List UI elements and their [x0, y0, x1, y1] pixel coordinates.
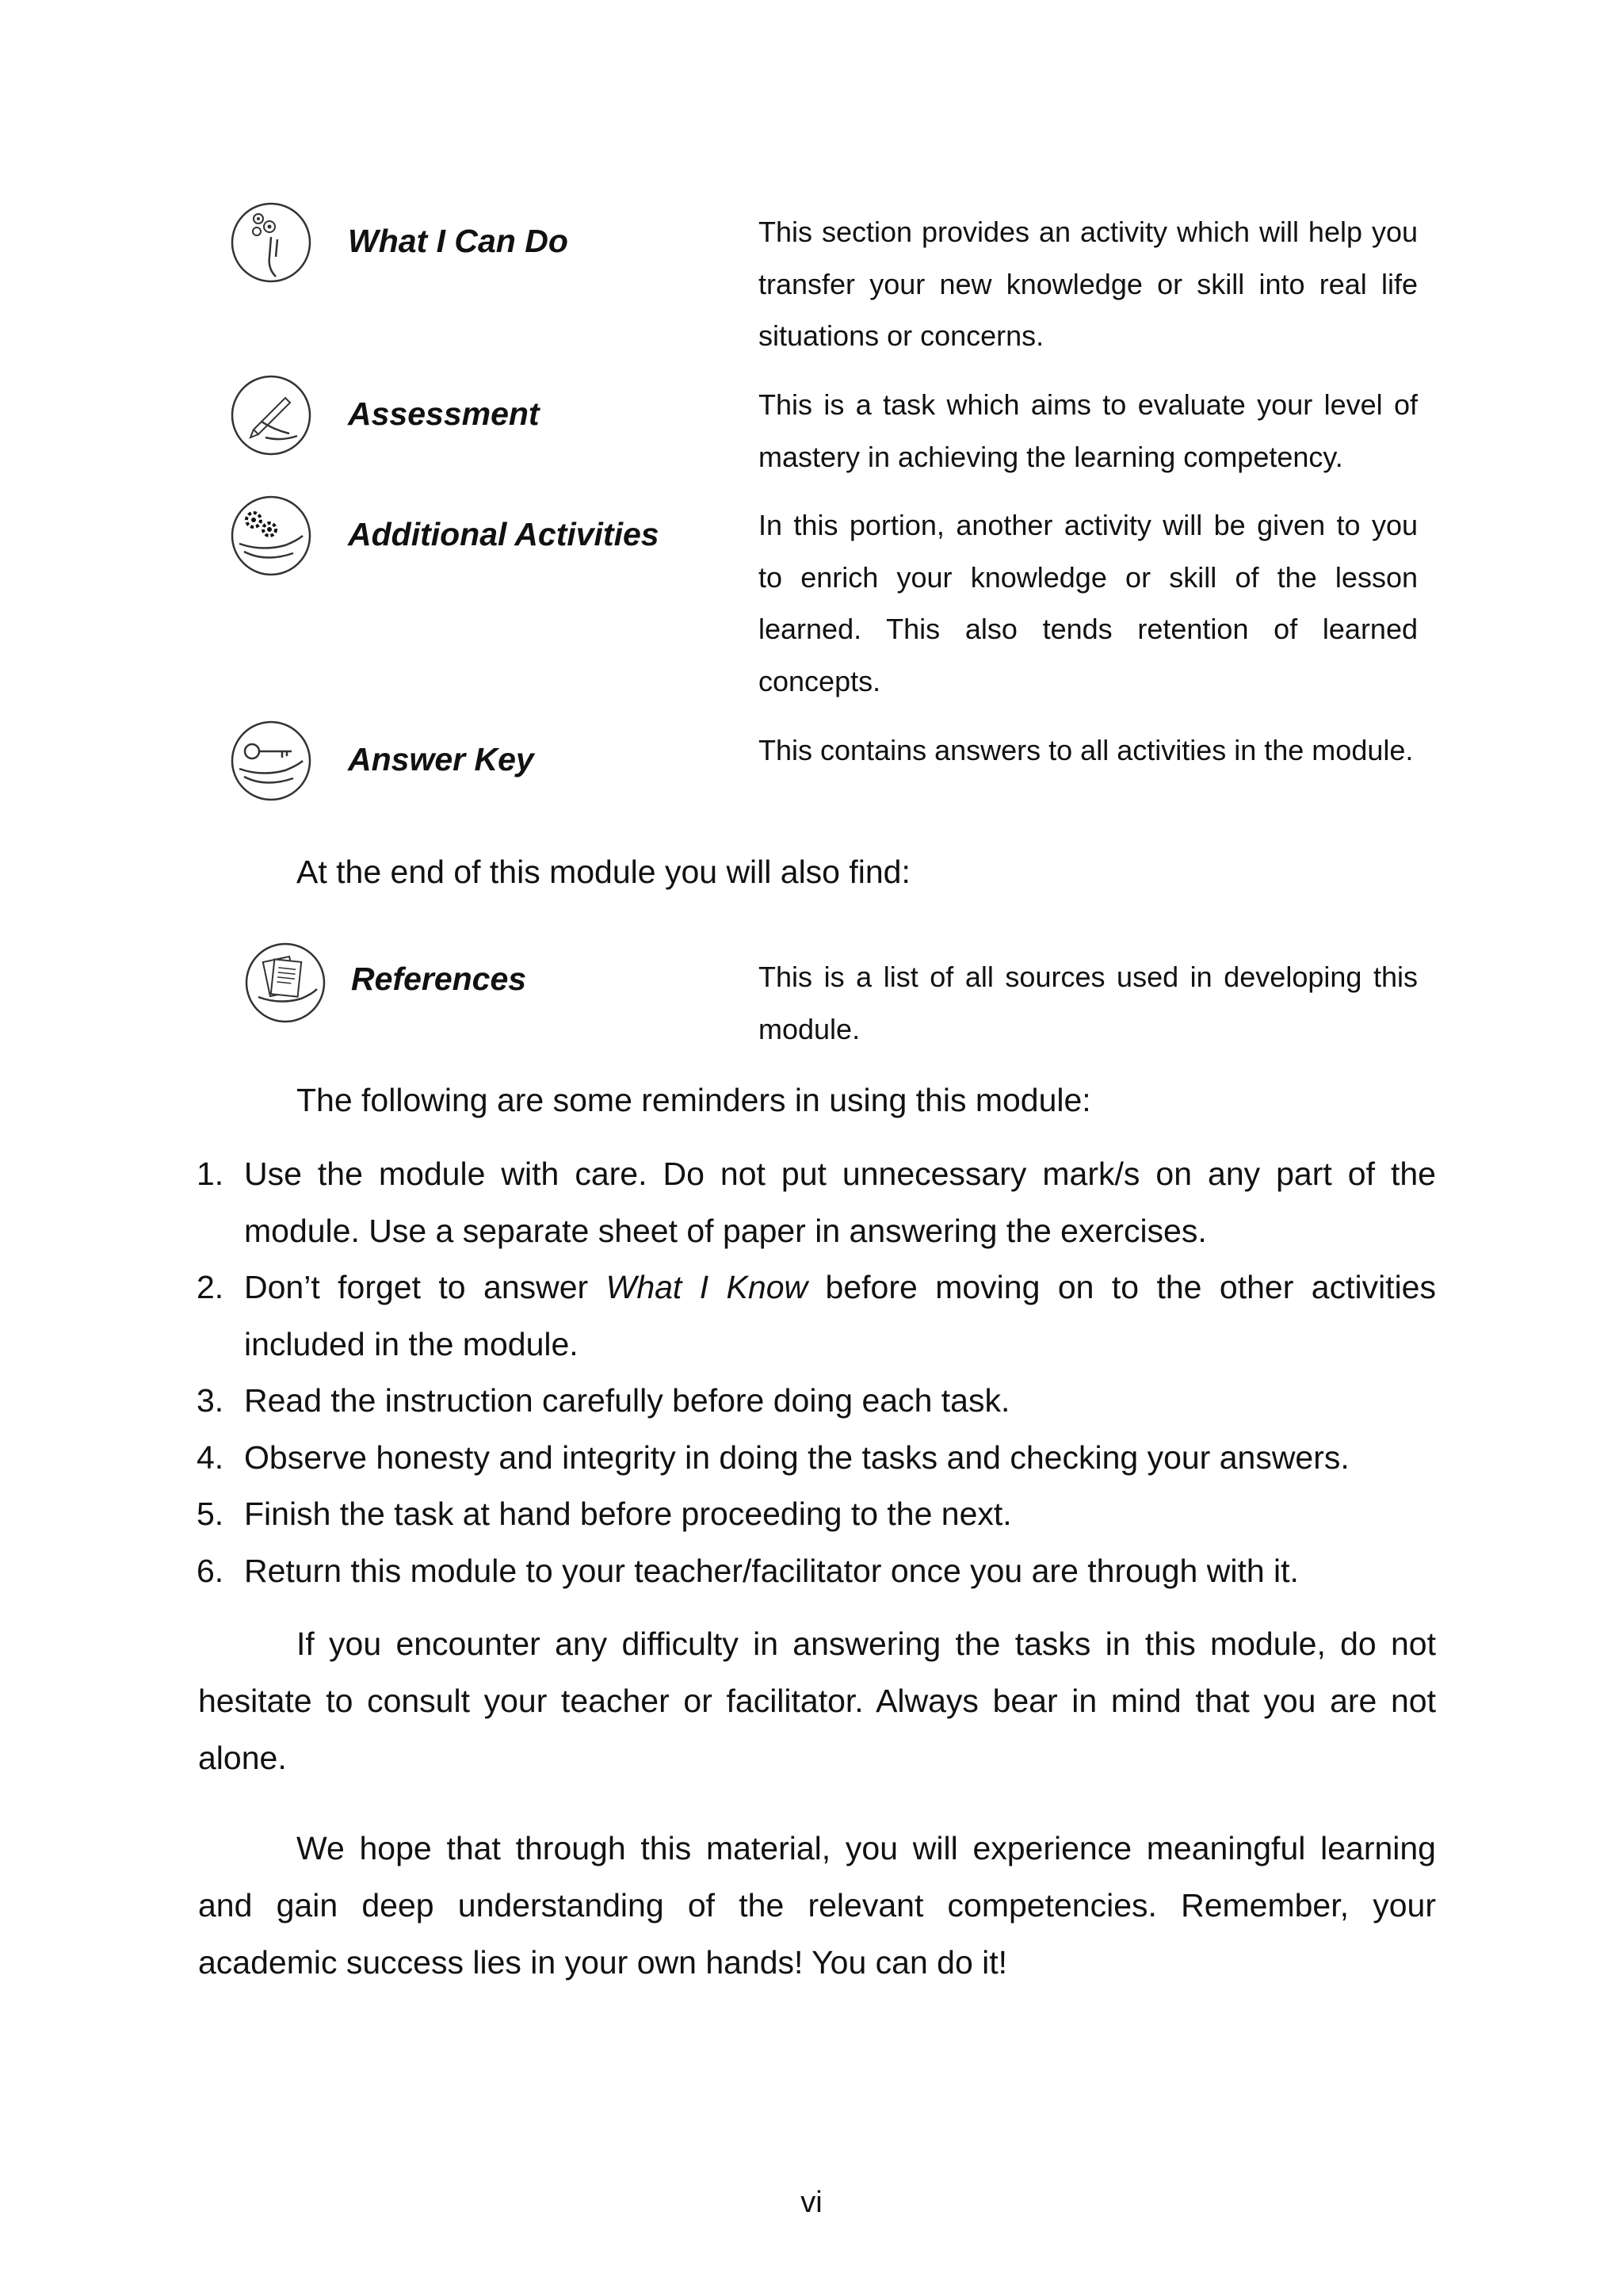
- pen-hand-icon: [230, 374, 312, 457]
- section-description: This contains answers to all activities in the module.: [758, 734, 1414, 766]
- section-title: Answer Key: [348, 741, 534, 777]
- section-title: What I Can Do: [348, 223, 568, 259]
- list-number: 4.: [197, 1439, 224, 1476]
- list-text: Return this module to your teacher/facilitator once you are through with it.: [244, 1553, 1299, 1589]
- section-description: In this portion, another activity will be given to you to enrich your knowledge or skill of the lesson learned. This also tends retention of learned concepts.: [758, 509, 1418, 697]
- section-title: Additional Activities: [348, 516, 659, 552]
- closing-paragraph: If you encounter any difficulty in answering the tasks in this module, do not hesitate to consult your teacher or facilitator. Always bear in mind that you are not alone.: [198, 1626, 1436, 1776]
- list-item: [197, 1372, 1436, 1429]
- section-title: Assessment: [348, 395, 540, 432]
- section-description: This section provides an activity which will help you transfer your new knowledge or skill into real life situations or concerns.: [758, 216, 1418, 352]
- closing-paragraph: We hope that through this material, you will experience meaningful learning and gain deep understanding of the relevant competencies. Remember, your academic success lies in your own hands! You can do it!: [198, 1830, 1436, 1981]
- list-text: before moving on to the other activities included in the module.: [244, 1269, 1436, 1362]
- reminders-intro: The following are some reminders in using this module:: [296, 1082, 1091, 1118]
- list-text: Read the instruction carefully before doing each task.: [244, 1382, 1010, 1419]
- list-item: [197, 1145, 1436, 1259]
- section-title: References: [351, 961, 527, 997]
- hand-gears-icon: [230, 201, 312, 284]
- list-number: 2.: [197, 1269, 224, 1305]
- list-item: [197, 1542, 1436, 1599]
- key-hand-icon: [230, 720, 312, 802]
- section-description: This is a list of all sources used in developing this module.: [758, 961, 1418, 1045]
- papers-hand-icon: [244, 942, 327, 1024]
- list-item: [197, 1485, 1436, 1542]
- list-emphasis: What I Know: [605, 1269, 808, 1305]
- list-number: 6.: [197, 1553, 224, 1589]
- list-item: [197, 1429, 1436, 1486]
- list-item: [197, 1259, 1436, 1373]
- list-number: 5.: [197, 1496, 224, 1532]
- section-description: This is a task which aims to evaluate your level of mastery in achieving the learning competency.: [758, 388, 1418, 473]
- list-number: 1.: [197, 1156, 224, 1192]
- list-text: Don’t forget to answer: [244, 1269, 606, 1305]
- list-text: Observe honesty and integrity in doing the tasks and checking your answers.: [244, 1439, 1350, 1476]
- list-number: 3.: [197, 1382, 224, 1419]
- end-intro: At the end of this module you will also find:: [296, 854, 911, 890]
- page-number: vi: [800, 2186, 823, 2219]
- list-text: Finish the task at hand before proceeding to the next.: [244, 1496, 1012, 1532]
- gears-hand-icon: [230, 495, 312, 577]
- list-text: Use the module with care. Do not put unnecessary mark/s on any part of the module. Use a separate sheet of paper in answering the exercises.: [244, 1156, 1436, 1249]
